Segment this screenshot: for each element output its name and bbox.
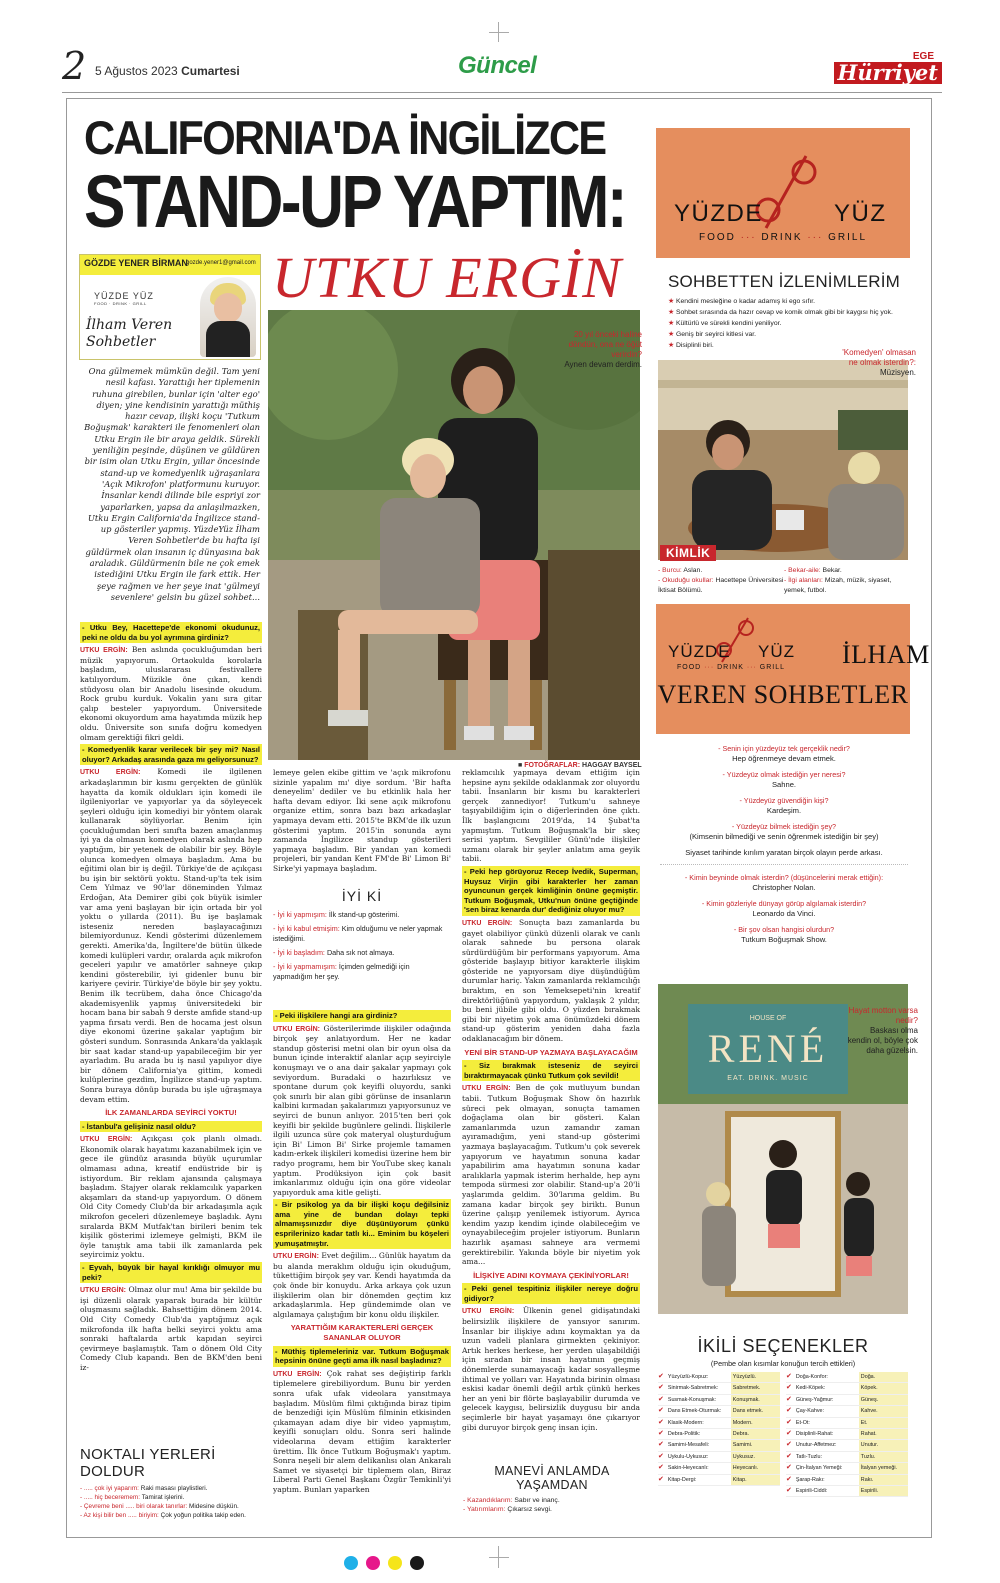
noktali-box: [80, 1446, 262, 1520]
interview-question: - Eyvah, büyük bir hayal kırıklığı olmuyor mu peki?: [82, 1263, 260, 1282]
interview-answer: [80, 1134, 262, 1260]
speaker-label: UTKU ERGİN:: [80, 1287, 126, 1295]
ikili-pick: Kahve.: [859, 1406, 908, 1416]
ikili-option: Güneş-Yağmur:: [795, 1396, 834, 1403]
list-item: [80, 1484, 262, 1493]
ikili-pick: Uykusuz.: [731, 1452, 780, 1462]
answer-text: Sonuçta bazı zamanlarda bu gayet olabiliyor çünkü düzenli olarak ve canlı olarak sahnede bu persona olarak sürdürdüğüm bir performans yapıyorum. Ama gösteride başlayıp bitiyor karakterle ilişkim gösteride ne yapıyorsam diye düşündüğüm durumlar hariç. Yakın zamanlarda reklamcılığı bıraktım, en son Yemeksepeti'nin kreatif direktörlüğünü yapıyordum, yaklaşık 2 yıldır, bu beni jübile gibi oldu. O yüzden bırakmak gibi bir niyetim yok ama önümüzdeki dönem stand-up gösterim yeniden daha fazla odaklanacağım bir dönem.: [462, 917, 640, 1044]
check-icon: ✔: [658, 1373, 664, 1380]
qa-answer: Siyaset tarihinde kırılım yaratan birçok olayın perde arkası.: [685, 848, 883, 857]
qa-answer: Tutkum Boğuşmak Show.: [741, 935, 827, 944]
quote-question: Hayat motton varsa nedir?: [848, 1006, 918, 1025]
interview-question: - Siz bırakmak isteseniz de seyirci bıraktırmayacak çünkü Tutkum çok sevildi!: [464, 1061, 638, 1080]
item-value: Kim olduğumu ve neler yapmak istediğimi.: [273, 924, 443, 943]
sohbet-list: [668, 296, 908, 351]
answer-text: Ülkenin genel gidişatındaki belirsizlik ilişkilere de yansıyor sanırım. İnsanlar bir ilişkiye adını koymaktan ya da uzun vadeli planlara girmekten çekiniyor. Artık herkes herkese, her yerden ulaşabildiği için sıradan bir insan hayatının geçmiş dönemlerde sunamayacağı kadar sosyalleşme ihtimal ve yolları var. Hayatında birinin olması eskisi kadar önemli değil artık çünkü herkes her an yeni bir flörte başlayabilir durumda ve gelecek kaygısı, belirsizlik duygusu bir anda seçimlerle bir hayat yaşamayı öne çıkarıyor gibi duruyor birçok genç insan için.: [462, 1306, 641, 1432]
ikili-row: [786, 1383, 908, 1394]
item-key: - ..... çok iyi yaparım:: [80, 1485, 139, 1492]
brand-food: FOOD: [698, 232, 736, 243]
subheading: İLİŞKİYE ADINI KOYMAYA ÇEKİNİYORLAR!: [473, 1270, 629, 1280]
kimlik-cell: [658, 576, 784, 595]
ikili-row: [658, 1406, 780, 1417]
quote-question: 'Komedyen' olmasan ne olmak isterdin?:: [842, 348, 916, 367]
brand-panel-2: [656, 604, 930, 734]
item-text: Geniş bir seyirci kitlesi var.: [675, 331, 757, 338]
interview-question: - Peki ilişkilere hangi ara girdiniz?: [273, 1010, 451, 1022]
item-key: - Yatırımlarım:: [463, 1506, 506, 1513]
qa-question: - Yüzdeyüz olmak istediğin yer neresi?: [722, 770, 846, 779]
answer-text: Ben aslında çocukluğumdan beri müzik yapıyorum. Ortaokulda korolarla başladım, uluslararası festivallere katılıyordum. Müzikle öne çıkan, kendi stüdyosu olan bir Anadolu lisesinde okudum. Rock grubu kurduk. Vokalin yanı sıra gitar çalıp besteler yapıyordum. Üniversitede ekonomi okuyordum ama hayatımda müzik hep oldu. Üniversite son sınıfa doğru komedyen olmam gerektiği fikri geldi.: [80, 645, 262, 742]
qa-question: - Bir şov olsan hangisi olurdun?: [733, 925, 835, 934]
manevi-title: MANEVİ ANLAMDA YAŞAMDAN: [494, 1464, 610, 1492]
check-icon: ✔: [786, 1418, 792, 1426]
item-text: Sohbet sırasında da hazır cevap ve komik olmak gibi bir kaygısı hiç yok.: [675, 309, 893, 316]
answer-text: Çok rahat ses değiştirip farklı tiplemelere girebiliyordum. Bunu bir yerden sonra ufak ufak videolara yansıtmaya başladım. Müslüm filmi çıktığında biraz tipim de benzediği için Müslüm filminin etkisinden çıkamayan adam diye bir video yapmıştım, keyifli sonuçları oldu. Sonra seri halinde videolarına devam ettiğim karakterler ürettim. İlk önce Tutkum Boğuşmak'ı yaptım. Sonra neşeli bir alem delikanlısı olan Ankaralı Samet ve siyasetçi bir tiplemem olan, Biraz Liberal Parti Genel Başkanı Özgür Temkinli'yi yaptım. Bunları yaparken: [273, 1368, 451, 1494]
quote-bubble-1: [560, 330, 642, 370]
subheading: İLK ZAMANLARDA SEYİRCİ YOKTU!: [105, 1108, 237, 1118]
brand-grill: GRILL: [759, 664, 786, 671]
ikili-row: [786, 1418, 908, 1429]
item-key: - Kazandıklarım:: [463, 1497, 513, 1504]
ikili-option: Susmak-Konuşmak:: [667, 1396, 717, 1403]
interview-answer: [80, 1285, 262, 1372]
brand-word-2: YÜZ: [834, 200, 887, 227]
cyan-dot: [344, 1556, 358, 1570]
item-value: İlk stand-up gösterimi.: [328, 910, 400, 919]
kimlik-row: [658, 576, 910, 595]
ikili-option: Çin-İtalyan Yemeği:: [795, 1465, 843, 1472]
qa-answer: Christopher Nolan.: [752, 883, 816, 892]
ikili-row: [658, 1463, 780, 1474]
item-key: - İyi ki yapmamışım:: [273, 962, 337, 971]
ikili-option: Çay-Kahve:: [795, 1408, 825, 1415]
check-icon: ✔: [786, 1430, 792, 1438]
qa-question: - Senin için yüzdeyüz tek gerçeklik nedir?: [718, 744, 850, 753]
author-name: GÖZDE YENER BİRMAN: [84, 258, 188, 268]
speaker-label: UTKU ERGİN:: [273, 1253, 319, 1261]
ikili-option: Debra-Politik:: [667, 1431, 701, 1438]
divider: [660, 864, 908, 865]
kimlik-cell: [658, 566, 784, 575]
answer-text: Evet değilim... Günlük hayatım da bu alanda meraklım olduğu için okuduğum, tükettiğim birçok şey var. Kendi hayatımda da çok önde bir konuydu. Arka arkaya çok uzun ilişkilerim olan bir dönemden geçtim kız arkadaşlarımla. Hep gündemimde olan ve algılamaya çalıştığım bir konu oldu ilişkiler.: [273, 1251, 451, 1319]
article-column-2a: [273, 768, 451, 883]
brand-drink: DRINK: [717, 664, 744, 671]
check-icon: ✔: [786, 1407, 792, 1415]
ikili-option: Yüzyüzlü-Kopuz:: [667, 1374, 709, 1380]
item-value: Raki masası playlistleri.: [140, 1485, 208, 1492]
item-value: Sabır ve inanç.: [514, 1497, 560, 1504]
check-icon: ✔: [658, 1441, 664, 1449]
speaker-label: UTKU ERGİN:: [273, 1370, 322, 1378]
brand-food: FOOD: [676, 664, 702, 671]
brand-sub: FOOD ··· DRINK ··· GRILL: [698, 232, 868, 243]
yellow-dot: [388, 1556, 402, 1570]
item-key: - İyi ki kabul etmişim:: [273, 924, 340, 933]
credit-label: FOTOĞRAFLAR:: [524, 762, 581, 769]
speaker-label: UTKU ERGİN:: [462, 1085, 511, 1093]
list-item: [80, 1493, 262, 1502]
quick-qa: [660, 744, 908, 951]
item-text: Kültürlü ve sürekli kendini yeniliyor.: [675, 320, 782, 327]
item-value: Çıkarsız sevgi.: [507, 1506, 552, 1513]
quote-question: 20 yıl önceki haline döndün, ona ne öğüt verirdin?: [568, 330, 642, 359]
ikili-pick: Et.: [859, 1418, 908, 1428]
subheading: YARATTIĞIM KARAKTERLERİ GERÇEK SANANLAR OLUYOR: [290, 1323, 434, 1342]
author-brand-name: YÜZDE YÜZ: [94, 291, 154, 301]
ikili-row: [658, 1452, 780, 1463]
check-icon: ✔: [658, 1395, 664, 1403]
ikili-option: Sinirmak-Sabretmek:: [667, 1385, 719, 1392]
kimlik-key: - Bekar-aile:: [784, 567, 821, 574]
item-key: - ..... hiç beceremem:: [80, 1494, 141, 1501]
cafe-photo-illustration: [658, 360, 908, 560]
item-value: Daha sık not almaya.: [326, 948, 395, 957]
author-email: gozde.yener1@gmail.com: [186, 260, 256, 266]
ikili-option: Tatlı-Tuzlu:: [795, 1453, 823, 1460]
ikili-row: [658, 1395, 780, 1406]
ikili-pick: Köpek.: [859, 1383, 908, 1393]
ikili-pick: Debra.: [731, 1429, 780, 1439]
main-photo: [268, 310, 640, 760]
iyiki-box: [273, 888, 451, 986]
ikili-grid: [658, 1372, 908, 1497]
ikili-option: Samimi-Mesafeli:: [667, 1442, 710, 1449]
interview-question: - Peki hep görüyoruz Recep İvedik, Superman, Huysuz Virjin gibi karakterler her zaman oyuncunun gerçek kimliğinin önüne geçmiştir. Tutkum Boğuşmak, Utku'nun önüne geçtiğinde 'sen biraz kenarda dur' dediğiniz oluyor mu?: [464, 866, 638, 915]
qa-answer: Kardeşim.: [766, 806, 802, 815]
check-icon: ✔: [786, 1487, 792, 1495]
interview-question: - Müthiş tiplemeleriniz var. Tutkum Boğuşmak hepsinin önüne geçti ama ilk nasıl başladınız?: [275, 1346, 449, 1366]
list-item: [273, 948, 451, 958]
ikili-pick: Modern.: [731, 1418, 780, 1428]
interview-answer: [462, 918, 640, 1044]
check-icon: ✔: [658, 1418, 664, 1426]
kimlik-key: - Okuduğu okullar:: [658, 577, 714, 585]
qa-question: - Yüzdeyüz güvendiğin kişi?: [739, 796, 829, 805]
column-name-line-1: İlham Veren: [86, 317, 173, 333]
headline-name: UTKU ERGİN: [272, 245, 622, 310]
qa-answer: (Kimsenin bilmediği ve senin öğrenmek istediğin bir şey): [689, 832, 879, 841]
ikili-option: Doğa-Konfor:: [795, 1374, 828, 1380]
registration-mark: [489, 32, 509, 33]
answer-text: reklamcılık yapmaya devam ettiğim için hepsine aynı şekilde odaklanmak zor oluyordu tabii. İnsanların bir kısmı bu karakterleri gerçek zannediyor! Tutkum'u sahneye taşıyabildiğim için o diğerlerinden öne çıktı. İlk başlangıcını 2019'da, 14 Şubat'ta yapmıştım. Tutkum Boğuşmak'la bir skeç serisi yaptım. Sevgililer Günü'nde ilişkiler uzmanı olarak bir şeyler anlatım ama geyik tabii.: [462, 768, 640, 864]
ikili-row: [658, 1418, 780, 1429]
ikili-option: Sakin-Heyecanlı:: [667, 1465, 709, 1472]
list-item: [80, 1502, 262, 1511]
ikili-pick: İtalyan yemeği.: [859, 1463, 908, 1473]
quote-bubble-2: [838, 348, 916, 378]
ikili-option: Klasik-Modern:: [667, 1419, 704, 1426]
answer-text: Gösterilerimde ilişkiler odağında birçok şey anlatıyordum. Her ne kadar standup gösterisi metni olan bir oyun olsa da bunun içinde interaktif alanlar açıp seyirciyle konuşmayı ve o ana dair şakalar yapmayı çok seviyordum. Buradaki o hazırlıksız ve spontane durum çok keyifli oluyordu, sanki çok sınırlı bir alan gibi görünse de insanların kalbini kırmadan şakalarımızı yapıyorsunuz ve seyirci de bunun anlıyor. 2015'ten beri çok keyifli bir şekilde bugünlere gelindi. İlişkilerle ilgili uzunca süre çok materyal oluşturduğum için Bi' Limon Bi' Sirke projemle tamamen kadın-erkek ilişkileri komedisi üzerine hem bir radyo programı, hem bir YouTube skeç kanalı yaptım. Prodüksiyon için çok basit imkanlarımız olduğu için ona göre videolar yapıyorduk ama kitle gelişti.: [273, 1023, 452, 1197]
noktali-title: NOKTALI YERLERİ DOLDUR: [80, 1446, 216, 1480]
star-icon: ★: [668, 320, 676, 327]
brand-sub: FOOD ··· DRINK ··· GRILL: [676, 664, 786, 671]
author-box: [79, 254, 261, 360]
veren-sohbetler: VEREN SOHBETLER: [657, 680, 909, 709]
kimlik-value: Hacettepe Üniversitesi İktisat Bölümü.: [658, 577, 784, 594]
check-icon: ✔: [658, 1407, 664, 1415]
interview-question: - Utku Bey, Hacettepe'de ekonomi okudunuz, peki ne oldu da bu yol ayrımına girdiniz?: [82, 623, 260, 642]
interview-answer: [462, 768, 640, 864]
iyiki-title: İYİ Kİ: [341, 888, 383, 904]
article-column-2b: [273, 1008, 451, 1497]
ikili-option: Kedi-Köpek:: [795, 1385, 826, 1392]
brand-panel: [656, 128, 910, 258]
ikili-pick: Dans etmek.: [731, 1406, 780, 1416]
interview-question: - Komedyenlik karar verilecek bir şey mi? Nasıl oluyor? Arkadaş arasında gaza mı geliyorsunuz?: [82, 745, 260, 764]
list-item: [668, 307, 908, 318]
noktali-list: [80, 1484, 262, 1520]
item-text: Kendini mesleğine o kadar adamış ki ego sıfır.: [675, 298, 816, 305]
quote-bubble-3: [846, 1006, 918, 1056]
brand-word-1: YÜZDE: [668, 642, 731, 661]
star-icon: ★: [668, 309, 676, 316]
check-icon: ✔: [786, 1384, 792, 1392]
ikili-option: Disiplinli-Rahat:: [795, 1431, 834, 1438]
manevi-box: [463, 1464, 641, 1514]
logo-ege: EGE: [912, 51, 934, 62]
date: 5 Ağustos 2023: [95, 64, 178, 78]
list-item: [80, 1511, 262, 1520]
check-icon: ✔: [658, 1430, 664, 1438]
interview-answer: [273, 768, 451, 874]
ikili-pick: Tuzlu.: [859, 1452, 908, 1462]
star-icon: ★: [668, 298, 676, 305]
item-value: Midesine düşkün.: [189, 1503, 239, 1510]
check-icon: ✔: [786, 1464, 792, 1472]
ikili-right: [786, 1372, 908, 1497]
section-name: Güncel: [458, 52, 537, 79]
kimlik-key: - İlgi alanları:: [784, 577, 823, 585]
main-photo-illustration: [268, 310, 640, 760]
column-name: [86, 317, 172, 351]
headline-line-1: CALIFORNIA'DA İNGİLİZCE: [84, 111, 606, 164]
ikili-option: Uykulu-Uykusuz:: [667, 1453, 709, 1460]
ikili-option: Unutur-Affetmez:: [795, 1442, 837, 1449]
brand-word-2: YÜZ: [758, 642, 795, 661]
newspaper-logo: [834, 51, 942, 85]
ikili-row: [658, 1429, 780, 1440]
kimlik-row: [658, 566, 910, 575]
ikili-pick: Unutur.: [859, 1440, 908, 1450]
ilham-word: İLHAM: [842, 640, 930, 669]
answer-text: Olmaz olur mu! Ama bir şekilde bu işi düzenli olarak yaparak burada bir kültür oluşmasını sağladık. Bahsettiğim dönem 2014. Old City Comedy Club'da yaptığımız açık mikrofonda ilk hafta belki seyirci yoktu ama sonraki haftalarda artık kapıdan seyirci çevirmeye başlamıştık. Tam o dönem Old City Comedy Club kapandı. Ben de BKM'den beni iz-: [80, 1285, 262, 1372]
qa-question: - Kimin beyninde olmak isterdin? (düşüncelerini merak ettiğin):: [684, 873, 884, 882]
ikili-left: [658, 1372, 780, 1497]
item-value: Çok yoğun politika takip eden.: [160, 1512, 246, 1519]
headline-line-2: STAND-UP YAPTIM:: [84, 160, 626, 243]
item-value: İçimden gelmediği için yapmadığım her şey.: [273, 962, 410, 981]
manevi-list: [463, 1496, 641, 1514]
item-key: - İyi ki yapmışım:: [273, 910, 327, 919]
brand-drink: DRINK: [761, 232, 803, 243]
kimlik-value: Aslan.: [683, 567, 703, 574]
ikili-row: [786, 1372, 908, 1383]
check-icon: ✔: [786, 1452, 792, 1460]
weekday: Cumartesi: [181, 64, 240, 78]
logo-name: Hürriyet: [834, 62, 942, 84]
ikili-pick: Rahat.: [859, 1429, 908, 1439]
item-key: - İyi ki başladım:: [273, 948, 325, 957]
check-icon: ✔: [786, 1475, 792, 1483]
ikili-row: [658, 1372, 780, 1383]
photo-credit: ■ FOTOĞRAFLAR: HAGGAY BAYSEL: [518, 762, 642, 769]
kimlik-key: - Burcu:: [658, 567, 682, 574]
ikili-option: Et-Ot:: [795, 1419, 810, 1426]
intro-text: Ona gülmemek mümkün değil. Tam yeni nesil kafası. Yarattığı her tiplemenin ruhuna girebilen, bunlar için 'alter ego' diyen; yine kendisinin yarattığı müthiş hazır cevap, ilişki koçu 'Tutkum Boğuşmak' karakteri ile fenomenleri olan Utku Ergin ile bir araya geldik. Sürekli yeniliğin peşinde, düşünen ve güldüren bir isim olan Utku Ergin, yıllar öncesinde stand-up ve komedyenlik uğraşanlara 'Açık Mikrofon' platformunu kuruyor. İnsanlar kendi dilinde bile espriyi zor yaparlarken, yapsa da anlaşılmazken, Utku Ergin California'da İngilizce stand-up gösteriler yapmış. YüzdeYüz İlham Veren Sohbetler'de bu hafta işi güldürmek olan insanın iç dünyasına bak araladık. Güldürmenin bile ne çok emek istediğini Utku Ergin ile fark ettik. Her şeye rağmen ve her şeye inat 'gülmeyi sevenlere' gelsin bu güzel sohbet...: [84, 366, 260, 602]
check-icon: ✔: [786, 1373, 792, 1380]
list-item: [668, 329, 908, 340]
interview-answer: [462, 1083, 640, 1266]
ikili-pick: Konuşmak.: [731, 1395, 780, 1405]
speaker-label: UTKU ERGİN:: [462, 919, 513, 927]
speaker-label: UTKU ERGİN:: [80, 647, 128, 655]
ikili-pick: Espirili.: [859, 1486, 908, 1496]
list-item: [273, 962, 451, 982]
check-icon: ✔: [658, 1464, 664, 1472]
page-header: [62, 44, 942, 88]
ikili-pick: Samimi.: [731, 1440, 780, 1450]
ikili-row: [786, 1429, 908, 1440]
interview-question: - İstanbul'a gelişiniz nasıl oldu?: [80, 1121, 262, 1133]
magenta-dot: [366, 1556, 380, 1570]
check-icon: ✔: [658, 1384, 664, 1392]
star-icon: ★: [668, 342, 676, 349]
qa-answer: Hep öğrenmeye devam etmek.: [732, 754, 836, 763]
list-item: [463, 1496, 641, 1505]
list-item: [273, 910, 451, 920]
answer-text: Ben de çok mutluyum bundan tabii. Tutkum Boğuşmak Show ön hazırlık süreci pek olmayan, sonuçta tamamen doğaçlama olan bir gösteri. Kalan zamanlarımda uzun zamandır zaman ayıramadığım, yeni stand-up gösterimi yazmaya başlayacağım. Tutkum'u çok severek yapıyorum ve hayatımın sonuna kadar yapabilirim ama hayatımın sonuna kadar aralıklarla yapmak isterim herhalde, hep aynı tempoda sürmesi zor olabilir. Stand-up'a 20'li yaşlarımda geldim. 30'larıma geldim. Bu zamana kadar birçok şey biriktı. Bunun üzerine çalışıp yenilemek istiyorum. Ayrıca kendim yazıp kendim içinde olabileceğim ve oynayabileceğim projeler istiyorum. Bunların hazırlık aşaması sahneye ara vermemi gerektirebilir. Yakında böyle bir niyetim yok ama...: [462, 1083, 641, 1267]
article-column-3: [462, 768, 640, 1434]
ikili-lead: (Pembe olan kısımlar konuğun tercih ettikleri): [710, 1359, 856, 1368]
author-brand: [94, 291, 154, 306]
qa-answer: Leonardo da Vinci.: [752, 909, 816, 918]
list-item: [273, 924, 451, 944]
answer-text: Komedi ile ilgilenen arkadaşlarımın bir kısmı gerçekten de günlük hayatta da komik oldukları için komedi ile ilgileniyorlar ve yapıyorlar ya da söyleyecek şeyleri olduğu için komediyi bir yöntem olarak kullanarak söylüyorlar. Benim için çocukluğumdan beri sınıfta bazen amaçlanmış iyi ya da olmasın komedyen olarak aslında hep yaptığım, bir yetenek de olabilir bir şey. Böyle olunca komedyen olmaya başladım. Ama bu eğitimi olan bir iş değil. Türkiye'de de açıkçası bu işin bir sektörü yoktu. Stand-up'ta tek isim Cem Yılmaz ve 90'lar döneminden Yılmaz Erdoğan, Ata Demirer gibi çok büyük isimler var ama yeni başlayan bir için ortada bir yol yoktu o yıllarda (2011). Bu işe başlamak isteseniz nereden başlayacağınızı bilemiyordunuz. Kendi gösterimi düzenlemem gerekti. Amerika'da, İngiltere'de bütün ülkede komedi kulüpleri vardır, oralarda açık mikrofon geceleri yapılır ve amatörler sahneye çıkıp kendini gösterebilir, iyi gidenler bunu bir kariyere çevirir. Türkiye'de böyle bir şey yoktu. Benim ilk tecrübem, daha önce Chicago'da akademisyenlik yapmış üniversitedeki bir hocam bana bir sabah 9 derste amfide stand-up yapma fırsatı verdi. Ben de hocama jest olsun diye ekonomi üzerine şakalar yaptığım bir gösteri sundum. Sonrasında Ankara'da yaklaşık bir saat kadar stand-up yapabileceğim bir yer ayarladım. Bu arada bu iş nasıl yapılıyor diye bir dönem California'ya gittim, komedi kulüplerine gezdim, İngilizce stand-up yaptım. Sonra buraya dönüp burada bu işle uğraşmaya devam ettim.: [80, 767, 263, 1104]
interview-answer: [273, 1369, 451, 1495]
registration-mark: [489, 1557, 509, 1558]
ikili-pick: Rakı.: [859, 1475, 908, 1485]
rene-sub: EAT. DRINK. MUSIC: [727, 1075, 809, 1082]
item-key: - Az kişi bilir ben ..... biriyim:: [80, 1512, 159, 1519]
list-item: [668, 296, 908, 307]
qa-answer: Sahne.: [771, 780, 797, 789]
kimlik-cell: [784, 576, 910, 595]
iyiki-list: [273, 910, 451, 982]
kimlik-label: KİMLİK: [660, 545, 716, 561]
black-dot: [410, 1556, 424, 1570]
answer-text: lemeye gelen ekibe gittim ve 'açık mikrofonu sizinle yapalım mı' diye sordum. 'Bir hafta deneyelim' dediler ve bu etkinlik hala her hafta devam ediyor. İki sene açık mikrofonu organize ettim, sonra bazı bazı arkadaşlar yapmaya devam etti. 2015'te BKM'de ilk uzun gösterimi yaptım. 2015'in sonunda aynı zamanda İngilizce standup gösterileri yapmaya başladım. Bir yandan yan komedi projeleri, bir yandan Kent FM'de Bi' Limon Bi' Sirke'yi yapmaya başladım.: [273, 768, 451, 873]
speaker-label: UTKU ERGİN:: [80, 769, 141, 777]
kimlik-value: Mizah, müzik, siyaset, yemek, futbol.: [784, 577, 892, 594]
ikili-row: [786, 1395, 908, 1406]
ikili-pick: Yüzyüzlü.: [731, 1372, 780, 1382]
item-value: Tamirat işlerini.: [141, 1494, 185, 1501]
quote-answer: Müzisyen.: [879, 368, 916, 377]
interview-answer: [273, 1024, 451, 1198]
qa-question: - Yüzdeyüz bilmek istediğin şey?: [731, 822, 837, 831]
ikili-row: [658, 1475, 780, 1486]
check-icon: ✔: [786, 1395, 792, 1403]
ikili-row: [786, 1452, 908, 1463]
star-icon: ★: [668, 331, 676, 338]
subheading: YENİ BİR STAND-UP YAZMAYA BAŞLAYACAĞIM: [464, 1047, 638, 1057]
kimlik-cell: [784, 566, 910, 575]
rene-top: HOUSE OF: [749, 1015, 787, 1022]
brand-word-1: YÜZDE: [674, 200, 763, 227]
kimlik-box: [658, 566, 910, 596]
author-photo: [200, 277, 256, 357]
ikili-row: [786, 1486, 908, 1497]
credit-name: HAGGAY BAYSEL: [582, 762, 642, 769]
author-brand-sub: FOOD · DRINK · GRILL: [94, 301, 147, 306]
kimlik-value: Bekar.: [822, 567, 842, 574]
item-text: Disiplinli biri.: [675, 342, 714, 349]
brand-grill: GRILL: [828, 232, 868, 243]
ikili-option: Espirili-Ciddi:: [795, 1488, 828, 1495]
page-number: 2: [62, 44, 87, 88]
ikili-row: [658, 1440, 780, 1451]
answer-text: Açıkçası çok planlı olmadı. Ekonomik olarak hayatımı kazanabilmek için ve gece ile gündüz arasında büyük uçurumlar olmaması adına, kreatif endüstride bir iş istiyordum. Bir reklam ajansında çalışmaya başladım. Stajyer olarak reklamcılık yaparken akşamları da stand-up yapıyordum. O dönem Old City Comedy Club'da bir arkadaşımla açık mikrofon geceleri düzenlemeye başladık. Aynı sıralarda BKM Mutfak'tan birileri benim tek kişilik gösterimi izlemeye gelmişti, BKM ile öyle tanıştık ama tabii ilk zamanlarda pek seyircimiz yoktu.: [80, 1134, 262, 1260]
cafe-photo: [658, 360, 908, 560]
quote-answer: Baskası olma kendin ol, böyle çok daha güzelsin.: [847, 1026, 918, 1055]
interview-answer: [80, 767, 262, 1104]
ikili-box: [658, 1336, 908, 1497]
ikili-option: Kitap-Dergi:: [667, 1476, 697, 1483]
interview-answer: [80, 645, 262, 742]
interview-question: - Bir psikolog ya da bir ilişki koçu değilsiniz ama yine de bundan dolayı tepki almamışsınızdır diye düşünüyorum çünkü esprilerinizo kadar tatlı ki... Eminim bu köşeleri yumuşatmıştır.: [275, 1200, 449, 1248]
ikili-row: [786, 1475, 908, 1486]
ikili-option: Dans Etmek-Oturmak:: [667, 1408, 722, 1415]
item-key: - Çevreme beni ..... biri olarak tanırlar:: [80, 1503, 188, 1510]
ikili-pick: Güneş.: [859, 1395, 908, 1405]
speaker-label: UTKU ERGİN:: [462, 1308, 515, 1316]
ikili-row: [786, 1440, 908, 1451]
ikili-title: İKİLİ SEÇENEKLER: [697, 1336, 869, 1356]
date-line: [95, 64, 240, 78]
list-item: [668, 318, 908, 329]
ikili-row: [786, 1463, 908, 1474]
rene-name: RENÉ: [707, 1026, 829, 1071]
ikili-option: Şarap-Rakı:: [795, 1476, 825, 1483]
ikili-row: [658, 1383, 780, 1394]
ikili-pick: Sabretmek.: [731, 1383, 780, 1393]
qa-question: - Kimin gözleriyle dünyayı görüp algılamak isterdin?: [701, 899, 867, 908]
speaker-label: UTKU ERGİN:: [273, 1025, 321, 1033]
ikili-pick: Doğa.: [859, 1372, 908, 1382]
sohbet-title: SOHBETTEN İZLENİMLERİM: [668, 272, 901, 291]
ikili-pick: Heyecanlı.: [731, 1463, 780, 1473]
header-rule: [62, 92, 942, 93]
ikili-row: [786, 1406, 908, 1417]
article-column-1: [80, 620, 262, 1375]
ikili-pick: Kitap.: [731, 1475, 780, 1485]
list-item: [463, 1505, 641, 1514]
column-name-line-2: Sohbetler: [86, 334, 156, 350]
interview-answer: [273, 1251, 451, 1319]
check-icon: ✔: [786, 1441, 792, 1449]
check-icon: ✔: [658, 1452, 664, 1460]
interview-question: - Peki genel tespitiniz ilişkiler nereye doğru gidiyor?: [464, 1284, 638, 1303]
speaker-label: UTKU ERGİN:: [80, 1136, 133, 1144]
check-icon: ✔: [658, 1475, 664, 1483]
interview-answer: [462, 1306, 640, 1432]
quote-answer: Aynen devam derdim.: [564, 360, 642, 369]
